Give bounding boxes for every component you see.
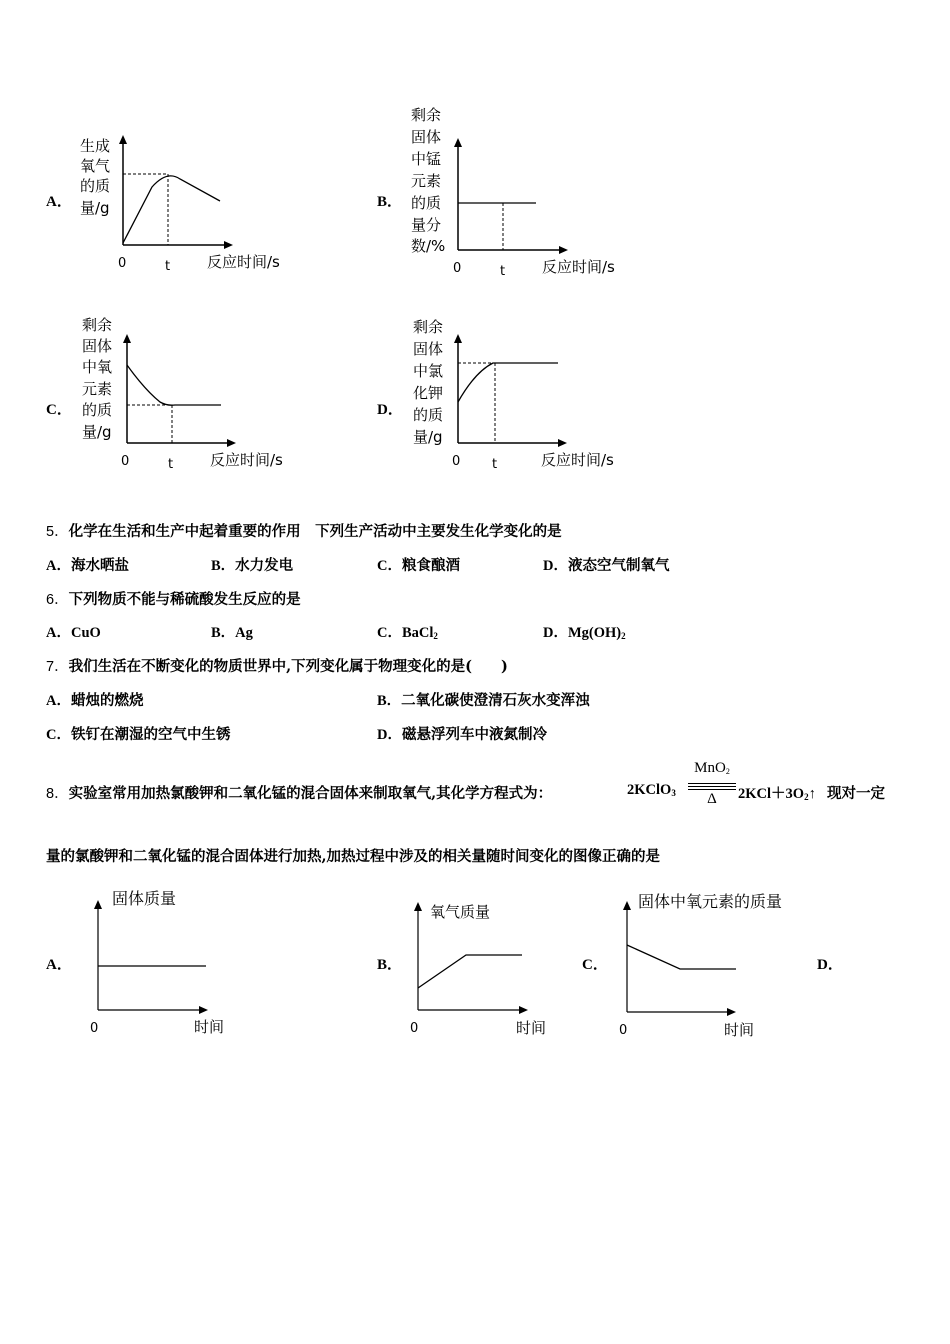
data-line [627, 945, 736, 969]
q8-option-a-letter: A． [46, 957, 72, 973]
q8-option-d-letter: D． [817, 957, 843, 973]
x-axis-label: 反应时间/s [541, 451, 614, 469]
question-number: 6． [46, 592, 69, 608]
option-letter: A． [46, 558, 71, 574]
q4-option-b-letter: B． [377, 194, 403, 210]
ylabel-line: 的质 [411, 194, 442, 212]
q8-option-c-letter: C． [582, 957, 608, 973]
ylabel-line: 的质 [82, 401, 113, 419]
data-curve [458, 363, 558, 402]
option-letter: A． [46, 625, 71, 641]
t-label: t [165, 259, 171, 274]
option-text: CuO [70, 625, 101, 641]
x-axis-arrow [727, 1008, 736, 1016]
y-axis-arrow [623, 901, 631, 910]
q6-option-a [46, 621, 101, 642]
x-axis-label: 时间 [194, 1018, 225, 1036]
y-axis-arrow [414, 902, 422, 911]
question-number: 5． [46, 524, 69, 540]
origin-label: 0 [90, 1021, 99, 1036]
option-letter: B． [377, 693, 402, 709]
option-letter: D． [377, 727, 402, 743]
option-letter: A． [46, 693, 71, 709]
q5-option-c [377, 554, 460, 575]
origin-label: 0 [121, 454, 130, 469]
subscript: 2 [433, 631, 438, 641]
option-letter: C． [377, 558, 402, 574]
ylabel-line: 量分 [411, 216, 442, 234]
question-number: 8． [46, 786, 69, 802]
ylabel-line: 氧气 [80, 157, 111, 175]
q5-option-d [543, 554, 669, 575]
x-axis-arrow [559, 246, 568, 254]
ylabel-line: 化钾 [413, 384, 444, 402]
option-text: BaCl [401, 625, 434, 641]
x-axis-arrow [519, 1006, 528, 1014]
x-axis-arrow [558, 439, 567, 447]
t-label: t [168, 457, 174, 472]
q4-graph-d-ylabel [413, 318, 443, 446]
ylabel-line: 的质 [80, 177, 111, 195]
y-axis-arrow [119, 135, 127, 144]
option-text: Mg(OH) [567, 625, 622, 641]
y-axis-label: 固体中氧元素的质量 [638, 892, 783, 911]
ylabel-line: 数/% [411, 237, 446, 255]
ylabel-line: 中锰 [411, 150, 442, 168]
question-8-text-end: 现对一定 [827, 785, 885, 802]
option-text: 二氧化碳使澄清石灰水变浑浊 [401, 692, 590, 709]
option-text: 磁悬浮列车中液氮制冷 [401, 726, 547, 743]
ylabel-line: 量/g [413, 428, 443, 446]
origin-label: 0 [453, 261, 462, 276]
ylabel-line: 固体 [411, 128, 442, 146]
ylabel-line: 量/g [82, 423, 112, 441]
ylabel-line: 元素 [411, 172, 442, 190]
question-8-line-2: 量的氯酸钾和二氧化锰的混合固体进行加热,加热过程中涉及的相关量随时间变化的图像正确的是 [46, 848, 661, 865]
q8-graph-b [400, 880, 580, 1040]
option-text: Ag [235, 625, 253, 641]
q8-option-b-letter: B． [377, 957, 403, 973]
ylabel-line: 剩余 [413, 318, 444, 336]
question-text: 化学在生活和生产中起着重要的作用 下列生产活动中主要发生化学变化的是 [68, 523, 562, 540]
x-axis-arrow [227, 439, 236, 447]
q7-option-a [46, 689, 143, 710]
option-letter: D． [543, 625, 568, 641]
y-axis-arrow [454, 138, 462, 147]
q7-option-d [377, 723, 547, 744]
option-text: 粮食酿酒 [401, 557, 460, 574]
equation-arrow [688, 760, 736, 808]
option-text: 海水晒盐 [70, 557, 129, 574]
question-7 [46, 655, 508, 676]
ylabel-line: 中氧 [82, 358, 113, 376]
ylabel-line: 剩余 [411, 106, 442, 124]
option-letter: C． [46, 727, 71, 743]
q4-graph-c [75, 310, 315, 475]
option-text: 蜡烛的燃烧 [70, 692, 144, 709]
ylabel-line: 剩余 [82, 316, 113, 334]
question-text: 实验室常用加热氯酸钾和二氧化锰的混合固体来制取氧气,其化学方程式为： [68, 785, 553, 802]
q4-graph-d [405, 310, 645, 475]
origin-label: 0 [619, 1023, 628, 1038]
ylabel-line: 量/g [80, 199, 110, 217]
x-axis-label: 时间 [724, 1021, 755, 1039]
q4-option-a-letter: A． [46, 194, 72, 210]
y-axis-label: 氧气质量 [430, 903, 491, 921]
q5-option-a [46, 554, 129, 575]
data-curve [127, 365, 221, 405]
q4-option-d-letter: D． [377, 402, 403, 418]
t-label: t [492, 457, 498, 472]
q4-option-c-letter: C． [46, 402, 72, 418]
question-text: 下列物质不能与稀硫酸发生反应的是 [68, 591, 301, 608]
q4-graph-a-ylabel [80, 137, 110, 217]
q6-option-c [377, 621, 438, 642]
t-label: t [500, 264, 506, 279]
x-axis-arrow [224, 241, 233, 249]
heat-condition-label: Δ [707, 791, 717, 807]
ylabel-line: 固体 [413, 340, 444, 358]
ylabel-line: 固体 [82, 337, 113, 355]
x-axis-label: 反应时间/s [210, 451, 283, 469]
origin-label: 0 [452, 454, 461, 469]
question-number: 7． [46, 659, 69, 675]
option-letter: C． [377, 625, 402, 641]
catalyst-label: MnO$_2$ [694, 760, 730, 776]
option-letter: D． [543, 558, 568, 574]
y-axis-arrow [454, 334, 462, 343]
data-curve [123, 176, 220, 243]
ylabel-line: 的质 [413, 406, 444, 424]
x-axis-label: 时间 [516, 1019, 547, 1037]
q4-graph-b-ylabel [411, 106, 445, 255]
equation-reactant: 2KClO$_3$ [627, 782, 676, 798]
option-text: 液态空气制氧气 [567, 557, 670, 574]
origin-label: 0 [410, 1021, 419, 1036]
q4-graph-c-ylabel [82, 316, 112, 441]
y-axis-arrow [94, 900, 102, 909]
q4-graph-b [405, 100, 645, 285]
y-axis-label: 固体质量 [112, 889, 177, 908]
option-text: 铁钉在潮湿的空气中生锈 [70, 726, 231, 743]
ylabel-line: 中氯 [413, 362, 444, 380]
q8-graph-a [80, 880, 260, 1040]
ylabel-line: 生成 [80, 137, 111, 155]
q4-graph-a [70, 125, 310, 280]
q7-option-c [46, 723, 230, 744]
question-6 [46, 588, 301, 609]
x-axis-label: 反应时间/s [542, 258, 615, 276]
origin-label: 0 [118, 256, 127, 271]
x-axis-label: 反应时间/s [207, 253, 280, 271]
q7-option-b [377, 689, 590, 710]
q6-option-d [543, 621, 626, 642]
question-8 [46, 782, 552, 803]
equation-products: $2KCl+3O_2↑$ [738, 786, 816, 802]
q6-option-b [211, 621, 253, 642]
option-letter: B． [211, 558, 236, 574]
option-text: 水力发电 [235, 557, 294, 574]
x-axis-arrow [199, 1006, 208, 1014]
option-letter: B． [211, 625, 236, 641]
subscript: 2 [621, 631, 626, 641]
ylabel-line: 元素 [82, 380, 113, 398]
question-text: 我们生活在不断变化的物质世界中,下列变化属于物理变化的是( ) [68, 658, 508, 675]
question-5 [46, 520, 562, 541]
data-line [418, 955, 522, 988]
q8-graph-c [610, 880, 810, 1040]
y-axis-arrow [123, 334, 131, 343]
q5-option-b [211, 554, 293, 575]
